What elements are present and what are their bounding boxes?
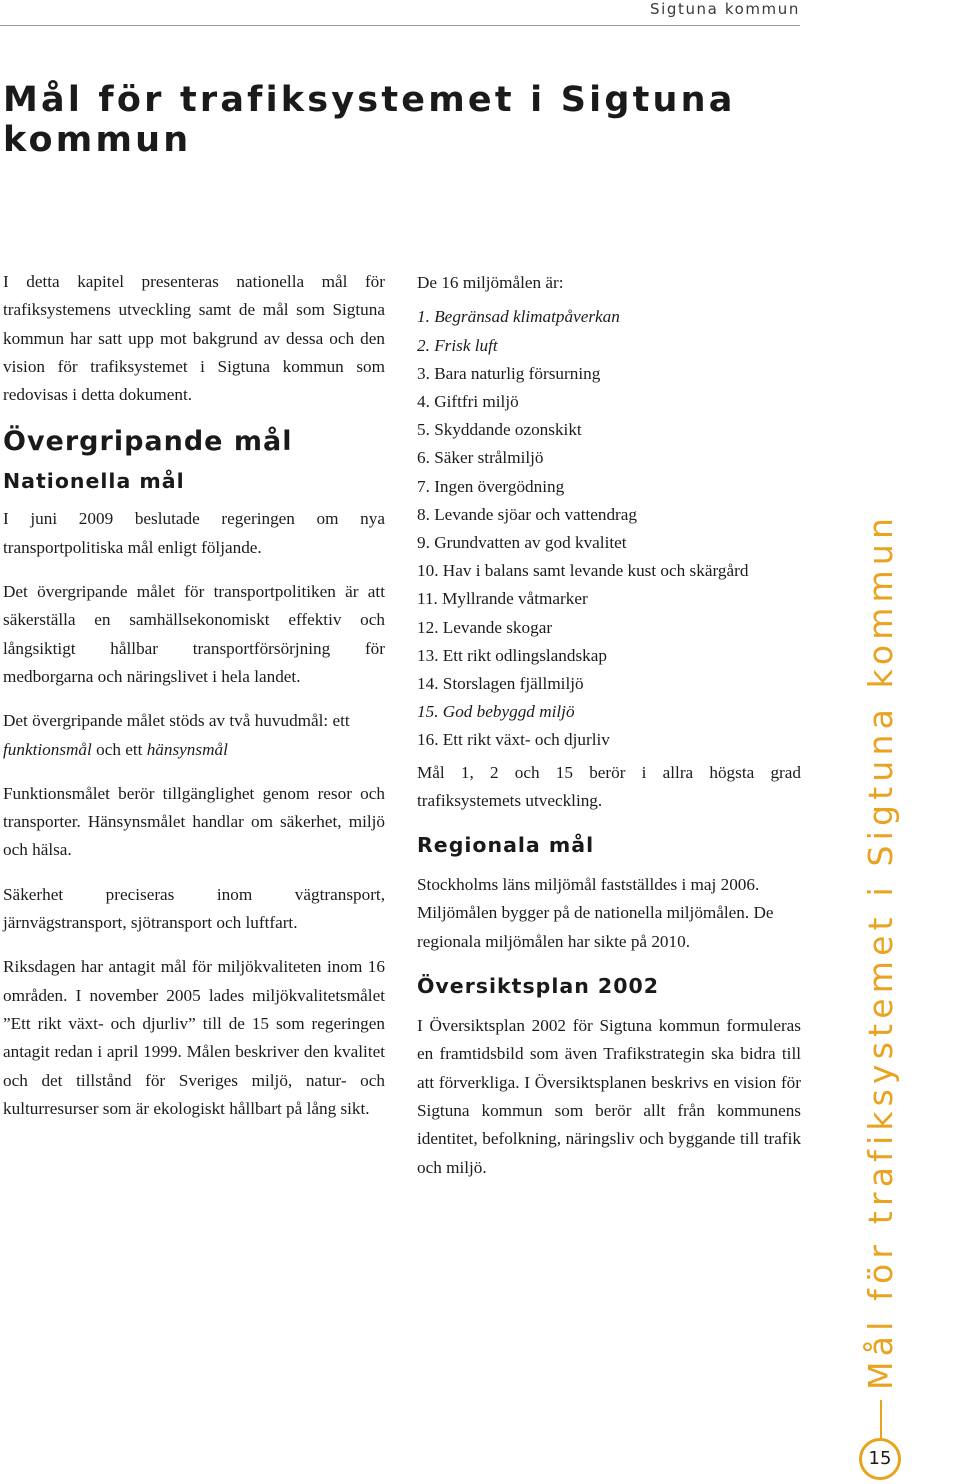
- vertical-side-title: Mål för trafiksystemet i Sigtuna kommun: [861, 512, 900, 1390]
- heading-national-goals: Nationella mål: [3, 469, 185, 494]
- consideration-goal-term: hänsynsmål: [146, 739, 228, 759]
- heading-overall-goals: Övergripande mål: [3, 426, 293, 458]
- list-item: 12. Levande skogar: [417, 617, 553, 637]
- list-item: 3. Bara naturlig försurning: [417, 363, 601, 383]
- heading-regional-goals: Regionala mål: [417, 833, 595, 858]
- left-column: [3, 268, 385, 1139]
- list-item: 16. Ett rikt växt- och djurliv: [417, 730, 610, 750]
- list-item: 8. Levande sjöar och vattendrag: [417, 504, 638, 524]
- list-item: 2. Frisk luft: [417, 335, 498, 355]
- function-goal-term: funktionsmål: [3, 739, 92, 759]
- paragraph-june-2009: I juni 2009 beslutade regeringen om nya transportpolitiska mål enligt följande.: [3, 509, 385, 557]
- list-item: 7. Ingen övergödning: [417, 476, 565, 496]
- list-item: 15. God bebyggd miljö: [417, 702, 575, 722]
- paragraph-safety: Säkerhet preciseras inom vägtransport, järnvägstransport, sjötransport och luftfart.: [3, 884, 385, 933]
- header-rule: [0, 25, 800, 26]
- list-item: 10. Hav i balans samt levande kust och skärgård: [417, 561, 749, 581]
- paragraph-function-goal: Funktionsmålet berör tillgänglighet genom resor och transporter. Hänsynsmålet handlar om säkerhet, miljö och hälsa.: [3, 783, 385, 860]
- list-item: 11. Myllrande våtmarker: [417, 589, 588, 609]
- right-column: [417, 268, 801, 1198]
- goals-intro: De 16 miljömålen är:: [417, 273, 564, 292]
- list-item: 9. Grundvatten av god kvalitet: [417, 532, 627, 552]
- page-number: 15: [859, 1438, 901, 1480]
- list-item: 13. Ett rikt odlingslandskap: [417, 645, 608, 665]
- list-item: 6. Säker strålmiljö: [417, 448, 544, 468]
- page-number-connector: [880, 1400, 882, 1440]
- paragraph-main-goals: [3, 707, 385, 764]
- paragraph-riksdag: Riksdagen har antagit mål för miljökvaliteten inom 16 områden. I november 2005 lades miljökvalitetsmålet ”Ett rikt växt- och djurliv” till de 15 som regeringen antagit redan i april 1999. Målen beskriver den kvalitet och det tillstånd för Sveriges miljö, natur- och kulturresurser som är ekologiskt hållbart på lång sikt.: [3, 957, 385, 1118]
- list-item: 14. Storslagen fjällmiljö: [417, 673, 584, 693]
- paragraph-comprehensive-plan: I Översiktsplan 2002 för Sigtuna kommun formuleras en framtidsbild som även Trafikstrategin ska bidra till att förverkliga. I Översiktsplanen beskrivs en vision för Sigtuna kommun som berör allt från kommunens identitet, befolkning, näringsliv och byggande till trafik och miljö.: [417, 1016, 801, 1177]
- main-goals-text-a: Det övergripande målet stöds av två huvudmål: ett: [3, 711, 350, 731]
- intro-paragraph: I detta kapitel presenteras nationella mål för trafiksystemens utveckling samt de mål som Sigtuna kommun har satt upp mot bakgrund av dessa och den vision för trafiksystemet i Sigtuna kommun som redovisas i detta dokument.: [3, 272, 385, 405]
- main-goals-text-c: och ett: [91, 739, 147, 759]
- list-item: 4. Giftfri miljö: [417, 391, 519, 411]
- goals-note: Mål 1, 2 och 15 berör i allra högsta grad trafiksystemets utveckling.: [417, 762, 801, 810]
- list-item: 1. Begränsad klimatpåverkan: [417, 307, 620, 327]
- page-title: Mål för trafiksystemet i Sigtuna kommun: [3, 80, 736, 160]
- running-header: Sigtuna kommun: [649, 0, 800, 18]
- heading-comprehensive-plan: Översiktsplan 2002: [417, 974, 659, 999]
- list-item: 5. Skyddande ozonskikt: [417, 420, 582, 440]
- paragraph-transport-policy: Det övergripande målet för transportpolitiken är att säkerställa en samhällsekonomiskt effektiv och långsiktigt hållbar transportförsörjning för medborgarna och näringslivet i hela landet.: [3, 582, 385, 686]
- environmental-goals-list: [417, 303, 801, 754]
- paragraph-regional: Stockholms läns miljömål fastställdes i maj 2006. Miljömålen bygger på de nationella miljömålen. De regionala miljömålen har sikte på 2010.: [417, 875, 774, 951]
